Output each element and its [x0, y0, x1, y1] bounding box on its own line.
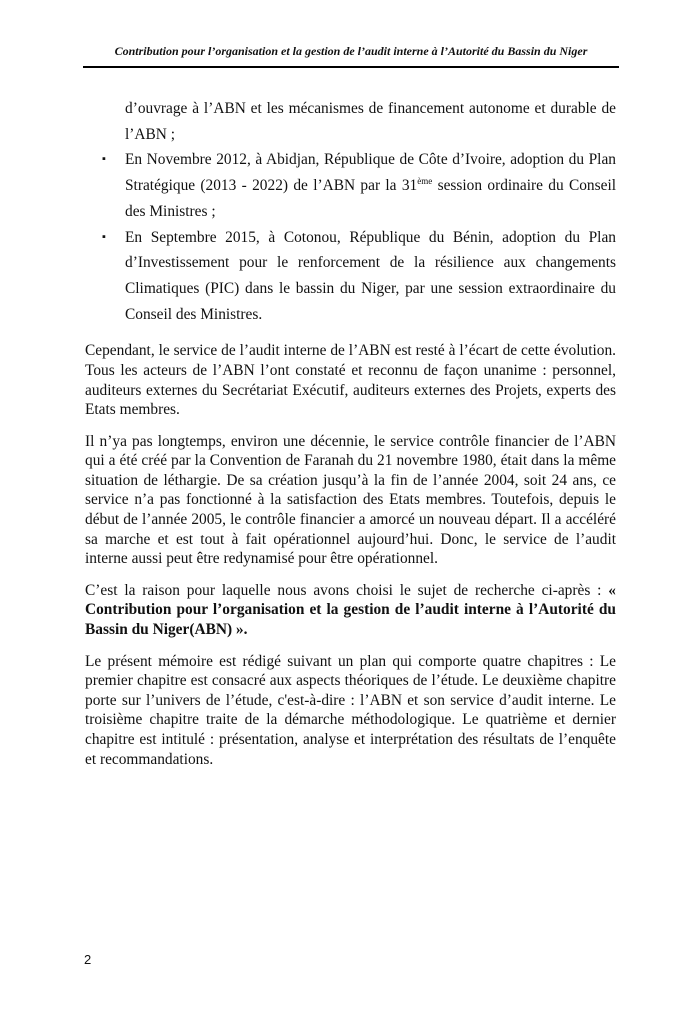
- research-topic-intro: C’est la raison pour laquelle nous avons choisi le sujet de recherche ci-après :: [85, 581, 602, 599]
- square-bullet-icon: ▪: [102, 230, 106, 243]
- list-item-text: d’ouvrage à l’ABN et les mécanismes de financement autonome et durable de l’ABN ;: [125, 100, 616, 143]
- page-body: [85, 96, 616, 781]
- header-divider: [83, 66, 619, 68]
- list-item-text: En Septembre 2015, à Cotonou, République du Bénin, adoption du Plan d’Investissement pour le renforcement de la résilience aux changements Climatiques (PIC) dans le bassin du Niger, par une session extraordinaire du Conseil des Ministres.: [125, 228, 616, 323]
- list-item: [85, 147, 616, 224]
- ordinal-superscript: ème: [417, 175, 433, 186]
- list-item-text-end: session ordinaire du Conseil des Ministres ;: [125, 177, 617, 220]
- paragraph-1: Cependant, le service de l’audit interne de l’ABN est resté à l’écart de cette évolution. Tous les acteurs de l’ABN l’ont constaté et reconnu de façon unanime : personnel, auditeurs externes du Secrétariat Exécutif, auditeurs externes des Projets, experts des Etats membres.: [85, 342, 616, 419]
- list-item: [85, 225, 616, 328]
- paragraph-3: [85, 581, 616, 640]
- running-header: Contribution pour l’organisation et la gestion de l’audit interne à l’Autorité du Bassin du Niger: [114, 44, 588, 58]
- page-number: 2: [84, 952, 92, 967]
- paragraph-4: Le présent mémoire est rédigé suivant un plan qui comporte quatre chapitres : Le premier chapitre est consacré aux aspects théoriques de l’étude. Le deuxième chapitre porte sur l’univers de l’étude, c'est-à-dire : l’ABN et son service d’audit interne. Le troisième chapitre traite de la démarche méthodologique. Le quatrième et dernier chapitre est intitulé : présentation, analyse et interprétation des résultats de l’enquête et recommandations.: [85, 652, 616, 768]
- research-topic-title: « Contribution pour l’organisation et la gestion de l’audit interne à l’Autorité du Bassin du Niger(ABN) ».: [85, 581, 616, 639]
- list-item-continuation: [85, 96, 616, 147]
- paragraph-2: Il n’ya pas longtemps, environ une décennie, le service contrôle financier de l’ABN qui a été créé par la Convention de Faranah du 21 novembre 1980, était dans la même situation de léthargie. De sa création jusqu’à la fin de l’année 2004, soit 24 ans, ce service n’a pas fonctionné à la satisfaction des Etats membres. Toutefois, depuis le début de l’année 2005, le contrôle financier a amorcé un nouveau départ. Il a accéléré sa marche et est tout à fait opérationnel aujourd’hui. Donc, le service de l’audit interne aussi peut être redynamisé pour être opérationnel.: [85, 432, 616, 568]
- list-item-text: En Novembre 2012, à Abidjan, République de Côte d’Ivoire, adoption du Plan Stratégique (2013 - 2022) de l’ABN par la 31: [125, 151, 616, 195]
- square-bullet-icon: ▪: [102, 153, 106, 166]
- bullet-list: [85, 96, 616, 327]
